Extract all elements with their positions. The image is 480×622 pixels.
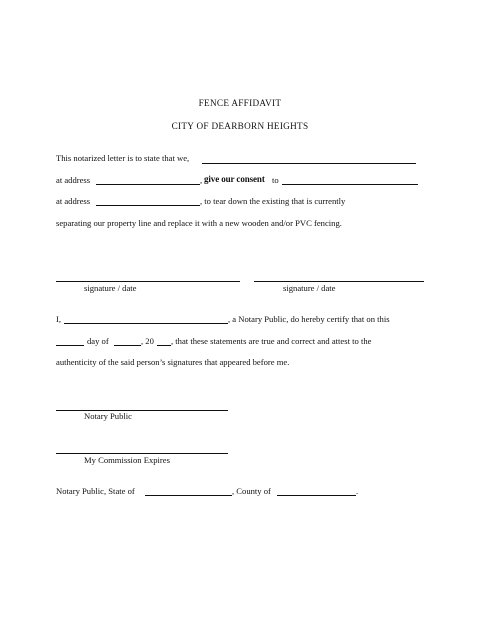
attest-text: , that these statements are true and correct and attest to the [171,336,372,346]
replace-fencing-text: separating our property line and replace it with a new wooden and/or PVC fencing. [56,218,342,228]
commission-line[interactable] [56,453,228,454]
commission-expires-label: My Commission Expires [84,455,170,465]
tear-down-text: , to tear down the existing that is currently [200,196,346,206]
document-title: FENCE AFFIDAVIT [198,98,282,108]
comma-separator: , [200,175,203,185]
to-text: to [272,175,279,185]
notary-name-blank-line[interactable] [64,323,228,324]
document-subtitle: CITY OF DEARBORN HEIGHTS [171,121,309,131]
year-blank-line[interactable] [157,345,171,346]
notary-signature-line[interactable] [56,410,228,411]
address-blank-line-2[interactable] [96,205,200,206]
give-consent-text: give our consent [204,174,265,184]
notary-public-label: Notary Public [84,411,132,421]
address-label-1: at address [56,175,91,185]
state-blank-line[interactable] [145,495,232,496]
county-blank-line[interactable] [277,495,356,496]
consent-intro-text: This notarized letter is to state that we, [56,153,190,163]
month-blank-line[interactable] [114,345,141,346]
day-blank-line[interactable] [56,345,84,346]
names-blank-line[interactable] [202,163,416,164]
signature-label-left: signature / date [84,283,137,293]
consent-blank-line[interactable] [282,184,418,185]
notary-certify-text: , a Notary Public, do hereby certify that on this [228,314,390,324]
notary-state-label: Notary Public, State of [56,486,135,496]
authenticity-text: authenticity of the said person’s signatures that appeared before me. [56,357,290,367]
signature-line-right[interactable] [254,281,424,282]
year-prefix-text: , 20 [141,336,154,346]
address-label-2: at address [56,196,91,206]
signature-line-left[interactable] [56,281,240,282]
day-of-text: day of [87,336,109,346]
notary-intro-text: I, [56,314,62,324]
county-label: , County of [232,486,271,496]
signature-label-right: signature / date [283,283,336,293]
footer-period: . [356,486,359,496]
address-blank-line-1[interactable] [96,184,200,185]
